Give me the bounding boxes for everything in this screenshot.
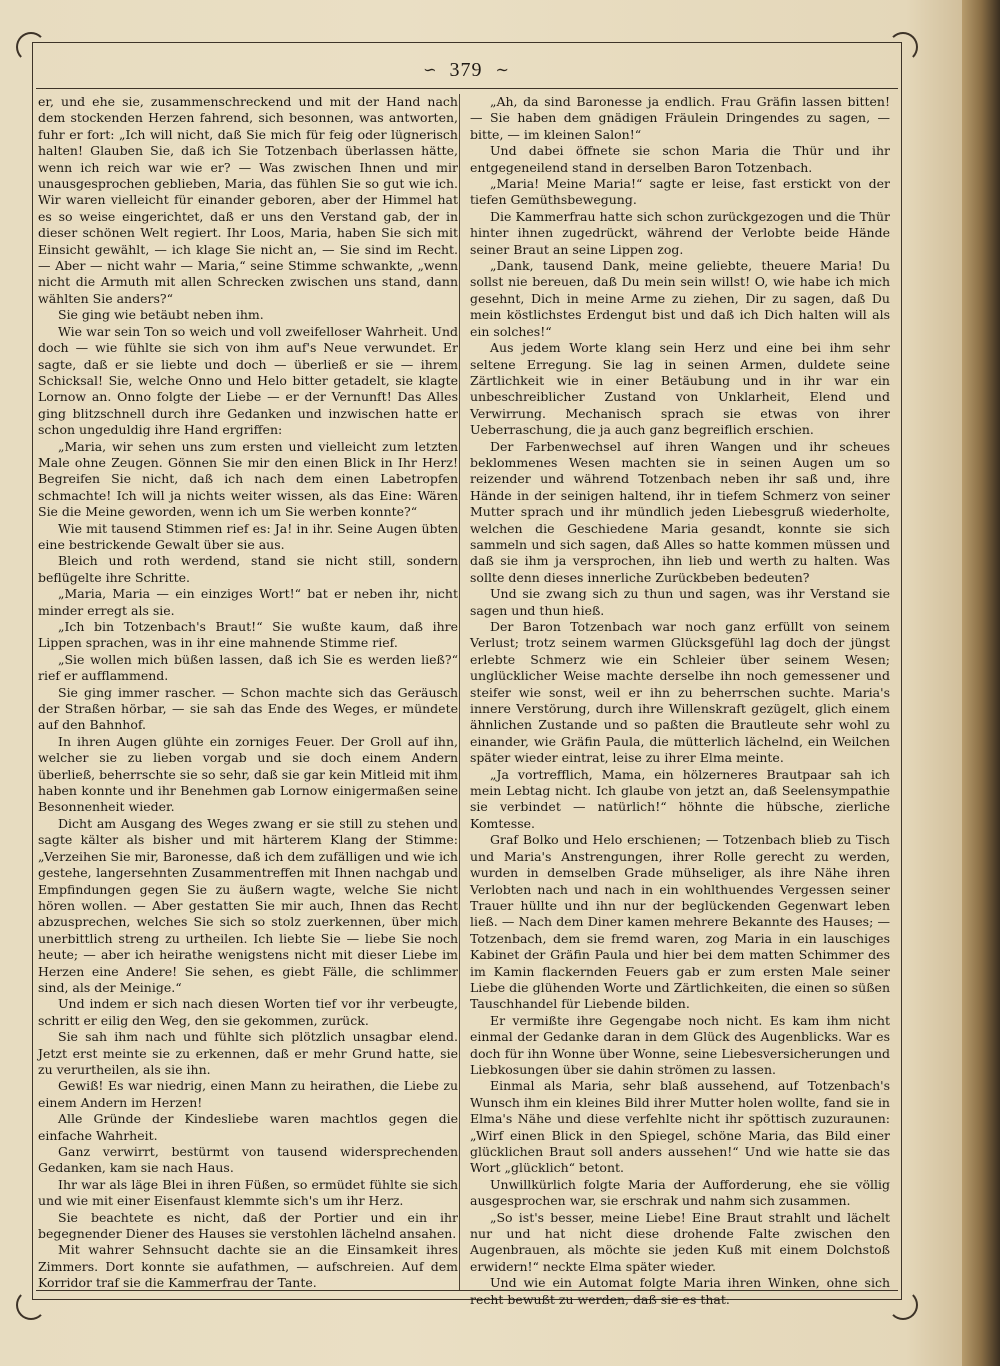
paragraph: Wie war sein Ton so weich und voll zweifelloser Wahrheit. Und doch — wie fühlte sie sich von ihm auf's Neue verwundet. Er sagte, daß er sie liebte und doch — überließ er sie — ihrem Schicksal! Sie, welche Onno und Helo bitter getadelt, sie klagte Lornow an. Onno folgte der Liebe — er der Vernunft! Das Alles ging blitzschnell durch ihre Gedanken und inzwischen hatte er schon ungeduldig ihre Hand ergriffen: — [38, 323, 458, 438]
paragraph: Alle Gründe der Kindesliebe waren machtlos gegen die einfache Wahrheit. — [38, 1111, 458, 1143]
left-column — [38, 94, 458, 1290]
paragraph: Sie ging wie betäubt neben ihm. — [58, 307, 264, 323]
header-ornament-right: ∼ — [495, 62, 509, 80]
header-ornament-left: ∽ — [423, 62, 437, 80]
paragraph: Gewiß! Es war niedrig, einen Mann zu heirathen, die Liebe zu einem Andern im Herzen! — [38, 1078, 458, 1110]
paragraph: „So ist's besser, meine Liebe! Eine Braut strahlt und lächelt nur und hat nicht diese drohende Falte zwischen den Augenbrauen, als möchte sie jeden Kuß mit einem Dolchstoß erwidern!“ neckte Elma später wieder. — [470, 1209, 890, 1274]
corner-ornament-bottom-right — [888, 1290, 918, 1320]
paragraph: „Maria! Meine Maria!“ sagte er leise, fast erstickt von der tiefen Gemüthsbewegung. — [470, 176, 890, 208]
paragraph: Ihr war als läge Blei in ihren Füßen, so ermüdet fühlte sie sich und wie mit einer Eisenfaust klemmte sich's um ihr Herz. — [38, 1176, 458, 1209]
page-number: 379 — [449, 58, 483, 81]
paragraph: Und indem er sich nach diesen Worten tief vor ihr verbeugte, schritt er eilig den Weg, den sie gekommen, zurück. — [38, 996, 458, 1028]
paragraph: „Sie wollen mich büßen lassen, daß ich Sie es werden ließ?“ rief er aufflammend. — [38, 651, 458, 684]
paragraph: Graf Bolko und Helo erschienen; — Totzenbach blieb zu Tisch und Maria's Anstrengungen, ihrer Rolle gerecht zu werden, wurden in demselben Grade mühseliger, als ihre Nähe ihren Verlobten nach und nach in ein wohlthuendes Vergessen seiner Trauer hüllte und ihn nur der beglückenden Gegenwart leben ließ. — Nach dem Diner kamen mehrere Bekannte des Hauses; — Totzenbach, dem sie fremd waren, zog Maria in ein lauschiges Kabinet der Gräfin Paula und hier bei dem matten Schimmer des im Kamin flackernden Feuers gab er zum ersten Male seiner Liebe die glühenden Worte und Zärtlichkeiten, die einen so süßen Tauschhandel für Liebende bilden. — [470, 832, 890, 1012]
paragraph: „Maria, Maria — ein einziges Wort!“ bat er neben ihr, nicht minder erregt als sie. — [38, 586, 458, 618]
paragraph: Der Baron Totzenbach war noch ganz erfüllt von seinem Verlust; trotz seinem warmen Glücksgefühl lag doch der jüngst erlebte Schmerz wie ein Schleier über seinem Wesen; unglücklicher Weise machte derselbe ihn noch gemessener und steifer wie sonst, weil er ihn zu beherrschen suchte. Maria's innere Verstörung, durch ihre Willenskraft gezügelt, glich einem ähnlichen Zustande und so paßten die Brautleute sehr wohl zu einander, wie Gräfin Paula, die mütterlich lächelnd, ein Weilchen später wieder eintrat, leise zu ihrer Elma meinte. — [470, 619, 890, 766]
bottom-rule — [36, 1290, 898, 1291]
paragraph: Er vermißte ihre Gegengabe noch nicht. Es kam ihm nicht einmal der Gedanke daran in dem Glück des Augenblicks. War es doch für ihn Wonne über Wonne, seine Liebesversicherungen und Liebkosungen über sie dahin strömen zu lassen. — [470, 1012, 890, 1077]
paragraph: „Ah, da sind Baronesse ja endlich. Frau Gräfin lassen bitten! — Sie haben dem gnädigen Fräulein Dringendes zu sagen, — bitte, — im kleinen Salon!“ — [470, 94, 890, 142]
paragraph: „Dank, tausend Dank, meine geliebte, theuere Maria! Du sollst nie bereuen, daß Du mein sein willst! O, wie habe ich mich gesehnt, Dich in meine Arme zu ziehen, Dir zu sagen, daß Du mein köstlichstes Erdengut bist und daß ich Dich halten will als ein solches!“ — [470, 258, 890, 339]
corner-ornament-bottom-left — [16, 1290, 46, 1320]
paragraph: er, und ehe sie, zusammenschreckend und mit der Hand nach dem stockenden Herzen fahrend, sich besonnen, was antworten, fuhr er fort: „Ich will nicht, daß Sie mich für feig oder lügnerisch halten! Glauben Sie, daß ich Sie Totzenbach überlassen hätte, wenn ich reich war wie er? — Was zwischen Ihnen und mir unausgesprochen geblieben, Maria, das fühlen Sie so gut wie ich. Wir waren vielleicht für einander geboren, aber der Himmel hat es so weise eingerichtet, daß er uns den Verstand gab, der in dieser schönen Welt regiert. Ihr Loos, Maria, haben Sie sich mit Einsicht gewählt, — ich klage Sie nicht an, — Sie sind im Recht. — Aber — nicht wahr — Maria,“ seine Stimme schwankte, „wenn nicht die Armuth mit allen Schrecken zwischen uns stand, dann wählten Sie anders?“ — [38, 94, 458, 306]
paragraph: Einmal als Maria, sehr blaß aussehend, auf Totzenbach's Wunsch ihm ein kleines Bild ihrer Mutter holen wollte, fand sie in Elma's Nähe und diese verfehlte nicht ihr spöttisch zuzuraunen: „Wirf einen Blick in den Spiegel, schöne Maria, das Bild einer glücklichen Braut soll anders aussehen!“ Und wie hatte sie das Wort „glücklich“ betont. — [470, 1078, 890, 1176]
column-divider — [459, 94, 460, 1290]
paragraph: Ganz verwirrt, bestürmt von tausend widersprechenden Gedanken, kam sie nach Haus. — [38, 1144, 458, 1176]
paragraph: In ihren Augen glühte ein zorniges Feuer. Der Groll auf ihn, welcher sie zu lieben vorgab und sie doch einem Andern überließ, beherrschte sie so sehr, daß sie gar kein Mitleid mit ihm haben konnte und ihr Benehmen gab Lornow einigermaßen seine Besonnenheit wieder. — [38, 733, 458, 815]
paragraph: „Ja vortrefflich, Mama, ein hölzerneres Brautpaar sah ich mein Lebtag nicht. Ich glaube von jetzt an, daß Seelensympathie sie verbindet — natürlich!“ höhnte die hübsche, zierliche Komtesse. — [470, 766, 890, 831]
right-column — [470, 94, 890, 1307]
paragraph: Unwillkürlich folgte Maria der Aufforderung, ehe sie völlig ausgesprochen war, sie erschrak und nahm sich zusammen. — [470, 1176, 890, 1209]
book-spine — [962, 0, 1000, 1366]
paragraph: Und sie zwang sich zu thun und sagen, was ihr Verstand sie sagen und thun hieß. — [470, 586, 890, 618]
paragraph: Und wie ein Automat folgte Maria ihren Winken, ohne sich recht bewußt zu werden, daß sie es that. — [470, 1275, 890, 1307]
paragraph: Mit wahrer Sehnsucht dachte sie an die Einsamkeit ihres Zimmers. Dort konnte sie aufathmen, — aufschreien. Auf dem Korridor traf sie die Kammerfrau der Tante. — [38, 1242, 458, 1291]
paragraph: Wie mit tausend Stimmen rief es: Ja! in ihr. Seine Augen übten eine bestrickende Gewalt über sie aus. — [38, 520, 458, 552]
paragraph: Sie sah ihm nach und fühlte sich plötzlich unsagbar elend. Jetzt erst meinte sie zu erkennen, daß er mehr Grund hatte, sie zu verurtheilen, als sie ihn. — [38, 1029, 458, 1077]
paragraph: Die Kammerfrau hatte sich schon zurückgezogen und die Thür hinter ihnen zugedrückt, während der Verlobte beide Hände seiner Braut an seine Lippen zog. — [470, 208, 890, 257]
paragraph: Dicht am Ausgang des Weges zwang er sie still zu stehen und sagte kälter als bisher und mit härterem Klang der Stimme: „Verzeihen Sie mir, Baronesse, daß ich dem zufälligen und wie ich gestehe, langersehnten Zusammentreffen mit Ihnen nachgab und Empfindungen gegen Sie zu äußern wagte, welche Sie nicht hören wollen. — Aber gestatten Sie mir auch, Ihnen das Recht abzusprechen, welches Sie sich so stolz zuerkennen, über mich unerbittlich streng zu urtheilen. Ich liebte Sie — liebe Sie noch heute; — aber ich heirathe wenigstens nicht mit dieser Liebe im Herzen eine Andere! Sie sehen, es giebt Fälle, die schlimmer sind, als der Meinige.“ — [38, 815, 458, 995]
paragraph: „Maria, wir sehen uns zum ersten und vielleicht zum letzten Male ohne Zeugen. Gönnen Sie mir den einen Blick in Ihr Herz! Begreifen Sie nicht, daß ich nach dem einen Labetropfen schmachte! Ich will ja nichts weiter wissen, als das Eine: Wären Sie die Meine geworden, wenn ich um Sie werben konnte?“ — [38, 438, 458, 520]
paragraph: Und dabei öffnete sie schon Maria die Thür und ihr entgegeneilend stand in derselben Baron Totzenbach. — [470, 143, 890, 175]
paragraph: Bleich und roth werdend, stand sie nicht still, sondern beflügelte ihre Schritte. — [38, 553, 458, 585]
paragraph: Sie beachtete es nicht, daß der Portier und ein ihr begegnender Diener des Hauses sie verstohlen lächelnd ansahen. — [38, 1209, 458, 1242]
paragraph: „Ich bin Totzenbach's Braut!“ Sie wußte kaum, daß ihre Lippen sprachen, was in ihr eine mahnende Stimme rief. — [38, 619, 458, 651]
page-header — [32, 58, 900, 88]
paragraph: Aus jedem Worte klang sein Herz und eine bei ihm sehr seltene Erregung. Sie lag in seinen Armen, duldete seine Zärtlichkeit wie in einer Betäubung und in ihr war ein unbeschreiblicher Zustand von Unklarheit, Elend und Verwirrung. Mechanisch sprach sie etwas von ihrer Ueberraschung, die ja auch ganz begreiflich erschien. — [470, 340, 890, 438]
paragraph: Sie ging immer rascher. — Schon machte sich das Geräusch der Straßen hörbar, — sie sah das Ende des Weges, er mündete auf den Bahnhof. — [38, 684, 458, 733]
paragraph: Der Farbenwechsel auf ihren Wangen und ihr scheues beklommenes Wesen machten sie in seinen Augen um so reizender und während Totzenbach neben ihr saß und, ihre Hände in der seinigen haltend, ihr in tiefem Schmerz von seiner Mutter sprach und ihr mündlich jeden Liebesgruß wiederholte, welchen die Geschiedene Maria gesandt, konnte sie sich sammeln und sich sagen, daß Alles so hatte kommen müssen und daß sie ihm ja versprochen, ihn lieb und werth zu halten. Was sollte denn dieses innerliche Zurückbeben bedeuten? — [470, 438, 890, 585]
header-rule — [36, 88, 898, 89]
